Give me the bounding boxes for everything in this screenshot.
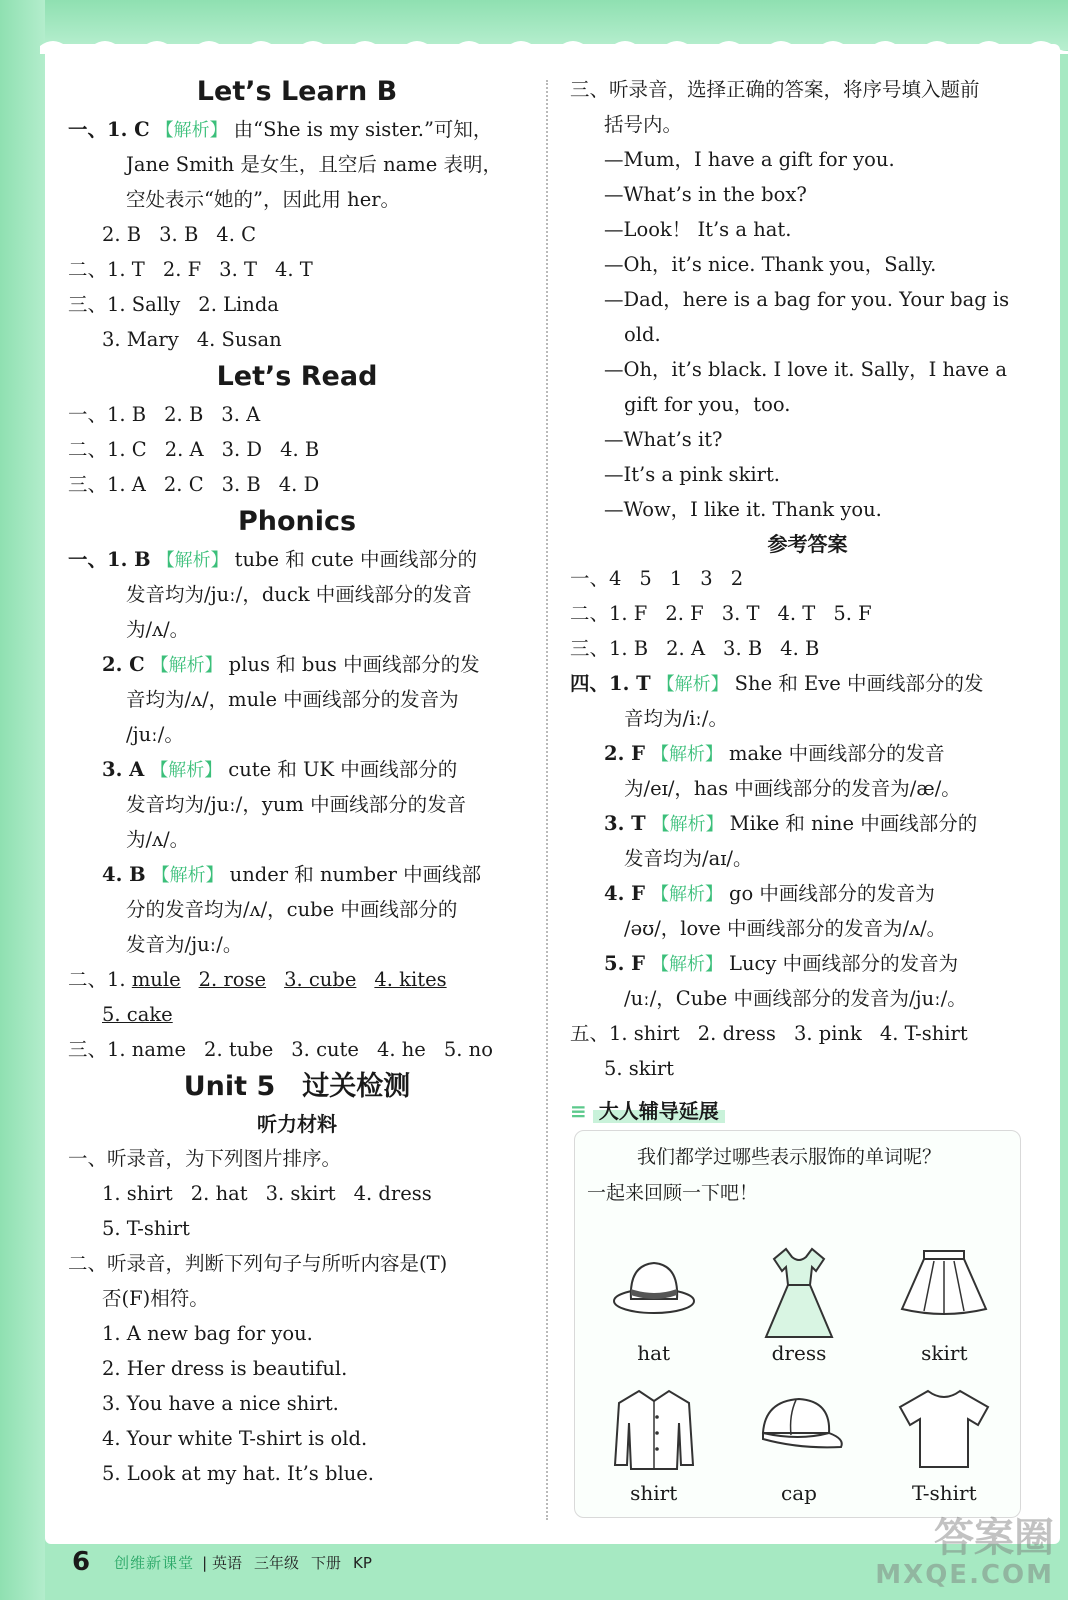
dialogue-line: gift for you，too. (624, 393, 791, 416)
dialogue-line: —Mum，I have a gift for you. (604, 148, 895, 171)
answer-line: 5. cake (102, 1003, 173, 1026)
answer-line: 5. F 【解析】 Lucy 中画线部分的发音为 (604, 952, 959, 975)
answer-line: 2. F 【解析】 make 中画线部分的发音 (604, 742, 945, 765)
question-line: 括号内。 (604, 113, 683, 136)
list-item: 1. A new bag for you. (102, 1322, 313, 1345)
wavy-top-edge (40, 32, 1068, 54)
list-item: 5. Look at my hat. It’s blue. (102, 1462, 374, 1485)
dialogue-line: —Oh，it’s nice. Thank you，Sally. (604, 253, 937, 276)
lines-icon: ≡ (570, 1099, 587, 1123)
right-column (570, 72, 1045, 1518)
question-line: 一、听录音，为下列图片排序。 (68, 1147, 342, 1170)
answer-line: 2. C 【解析】 plus 和 bus 中画线部分的发 (102, 653, 480, 676)
page-border-left (0, 0, 45, 1600)
answer-line: 一、4 5 1 3 2 (570, 567, 744, 590)
analysis-tag: 【解析】 (651, 884, 723, 905)
hat-icon (609, 1243, 699, 1323)
answer-line: /juː/。 (126, 723, 184, 746)
analysis-tag: 【解析】 (156, 550, 229, 571)
answer-line: 一、1. B 2. B 3. A (68, 403, 261, 426)
answer-line: 5. T-shirt (102, 1217, 190, 1240)
analysis-tag: 【解析】 (651, 814, 724, 835)
answer-line: 四、1. T 【解析】 She 和 Eve 中画线部分的发 (570, 672, 984, 695)
extension-header (570, 1092, 1045, 1130)
answer-line: 为/ʌ/。 (126, 618, 190, 641)
clothes-item-shirt: shirt (581, 1375, 726, 1515)
analysis-tag: 【解析】 (150, 760, 223, 781)
analysis-tag: 【解析】 (150, 655, 223, 676)
answer-line: 二、1. T 2. F 3. T 4. T (68, 258, 313, 281)
left-column (68, 72, 526, 1491)
answer-line: 发音为/juː/。 (126, 933, 243, 956)
section-title-phonics: Phonics (237, 506, 357, 537)
extension-title: 大人辅导延展 (593, 1099, 725, 1123)
analysis-tag: 【解析】 (656, 674, 729, 695)
subtitle-listening: 听力材料 (257, 1112, 337, 1136)
answer-line: 2. B 3. B 4. C (102, 223, 257, 246)
answer-line: 五、1. shirt 2. dress 3. pink 4. T-shirt (570, 1022, 968, 1045)
answer-line: 发音均为/juː/，duck 中画线部分的发音 (126, 583, 472, 606)
section-title-unit5: Unit 5 过关检测 (183, 1071, 411, 1102)
answer-line: 4. B 【解析】 under 和 number 中画线部 (102, 863, 482, 886)
question-line: 三、听录音，选择正确的答案，将序号填入题前 (570, 78, 980, 101)
answer-line: 三、1. Sally 2. Linda (68, 293, 279, 316)
answer-line: 4. F 【解析】 go 中画线部分的发音为 (604, 882, 935, 905)
shirt-icon (609, 1383, 699, 1473)
answer-line: 三、1. A 2. C 3. B 4. D (68, 473, 320, 496)
brand-name: 创维新课堂 (114, 1553, 195, 1572)
section-title-lets-read: Let’s Read (216, 361, 378, 392)
answer-line: 发音均为/aɪ/。 (624, 847, 753, 870)
answer-line: Jane Smith 是女生，且空后 name 表明， (126, 153, 503, 176)
answer-line: 一、1. C 【解析】 由“She is my sister.”可知， (68, 118, 493, 141)
clothes-item-t-shirt: T-shirt (872, 1375, 1017, 1515)
answer-line: 音均为/iː/。 (624, 707, 728, 730)
analysis-tag: 【解析】 (155, 120, 228, 141)
answer-key-title: 参考答案 (767, 532, 848, 556)
answer-line: 1. shirt 2. hat 3. skirt 4. dress (102, 1182, 432, 1205)
skirt-icon (894, 1243, 994, 1323)
dialogue-line: —Dad，here is a bag for you. Your bag is (604, 288, 1010, 311)
dialogue-line: old. (624, 323, 661, 346)
answer-line: 二、1. F 2. F 3. T 4. T 5. F (570, 602, 872, 625)
clothes-item-skirt: skirt (872, 1235, 1017, 1375)
t-shirt-icon (894, 1383, 994, 1473)
dialogue-line: —What’s in the box? (604, 183, 807, 206)
dialogue-line: —What’s it? (604, 428, 723, 451)
dialogue-line: —Wow，I like it. Thank you. (604, 498, 882, 521)
answer-line: 音均为/ʌ/，mule 中画线部分的发音为 (126, 688, 459, 711)
analysis-tag: 【解析】 (651, 954, 723, 975)
answer-line: 二、1. C 2. A 3. D 4. B (68, 438, 320, 461)
watermark: 答案圈 MXQE.COM (875, 1515, 1054, 1590)
clothes-item-dress: dress (726, 1235, 871, 1375)
book-meta: | 英语 三年级 下册 KP (202, 1553, 372, 1572)
clothes-item-cap: cap (726, 1375, 871, 1515)
answer-line: 为/eɪ/，has 中画线部分的发音为/æ/。 (624, 777, 961, 800)
answer-line: 发音均为/juː/，yum 中画线部分的发音 (126, 793, 467, 816)
answer-line: /əʊ/，love 中画线部分的发音为/ʌ/。 (624, 917, 947, 940)
answer-line: 三、1. name 2. tube 3. cute 4. he 5. no (68, 1038, 493, 1061)
list-item: 4. Your white T-shirt is old. (102, 1427, 368, 1450)
clothes-grid (581, 1235, 1017, 1515)
answer-line: 分的发音均为/ʌ/，cube 中画线部分的 (126, 898, 458, 921)
analysis-tag: 【解析】 (151, 865, 224, 886)
answer-line: 为/ʌ/。 (126, 828, 190, 851)
column-divider (546, 80, 548, 1520)
answer-line: 一、1. B 【解析】 tube 和 cute 中画线部分的 (68, 548, 478, 571)
dialogue-line: —It’s a pink skirt. (604, 463, 780, 486)
dress-icon (754, 1243, 844, 1343)
clothes-item-hat: hat (581, 1235, 726, 1375)
answer-line: 3. Mary 4. Susan (102, 328, 282, 351)
dialogue-line: —Look！ It’s a hat. (604, 218, 792, 241)
answer-line: 3. A 【解析】 cute 和 UK 中画线部分的 (102, 758, 458, 781)
extension-box (574, 1130, 1021, 1518)
page-footer (72, 1542, 372, 1582)
extension-text: 我们都学过哪些表示服饰的单词呢？ 一起来回顾一下吧！ (587, 1146, 942, 1204)
list-item: 3. You have a nice shirt. (102, 1392, 339, 1415)
answer-line: 二、1. mule 2. rose 3. cube 4. kites (68, 968, 447, 991)
answer-line: 三、1. B 2. A 3. B 4. B (570, 637, 820, 660)
analysis-tag: 【解析】 (651, 744, 723, 765)
question-line: 二、听录音，判断下列句子与所听内容是(T) (68, 1252, 448, 1275)
section-title-lets-learn-b: Let’s Learn B (196, 76, 398, 107)
answer-line: 5. skirt (604, 1057, 675, 1080)
answer-line: /uː/，Cube 中画线部分的发音为/juː/。 (624, 987, 967, 1010)
dialogue-line: —Oh，it’s black. I love it. Sally，I have a (604, 358, 1008, 381)
list-item: 2. Her dress is beautiful. (102, 1357, 348, 1380)
answer-line: 3. T 【解析】 Mike 和 nine 中画线部分的 (604, 812, 978, 835)
cap-icon (749, 1383, 849, 1463)
question-line: 否(F)相符。 (102, 1287, 209, 1310)
answer-line: 空处表示“她的”，因此用 her。 (126, 188, 401, 211)
page-number: 6 (72, 1547, 91, 1577)
